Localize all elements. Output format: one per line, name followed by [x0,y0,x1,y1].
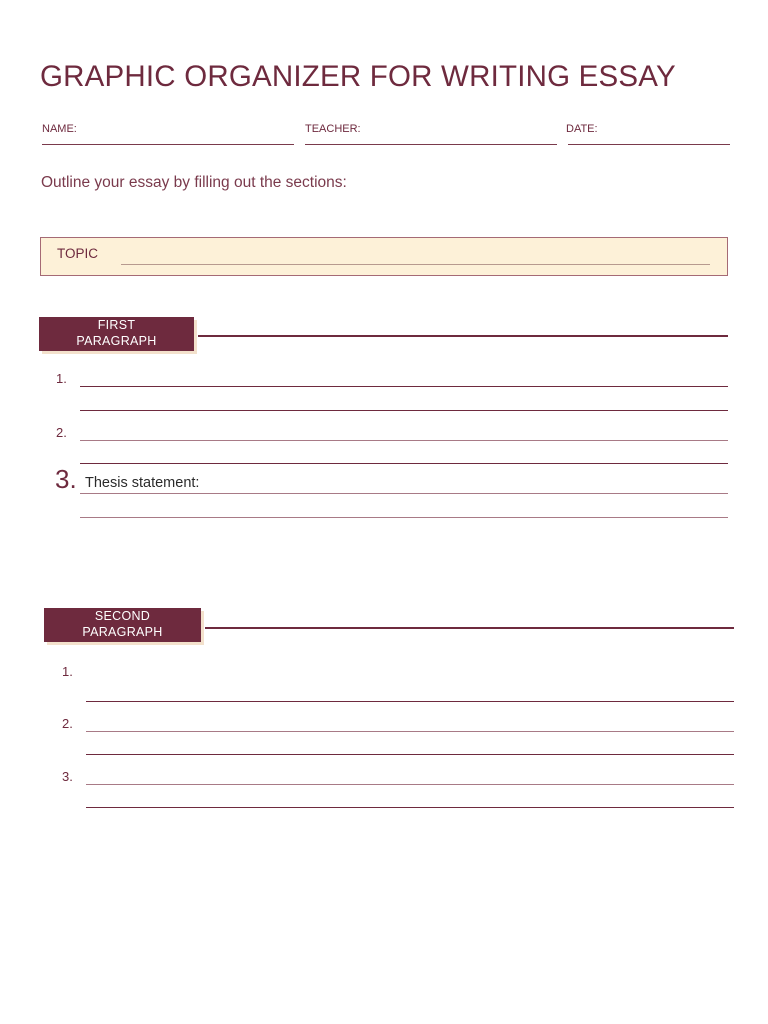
date-field[interactable] [568,144,730,145]
second-paragraph-tag-line1: SECOND [94,609,151,623]
second-item-1-line[interactable] [86,701,734,702]
first-item-2-number: 2. [56,425,67,440]
topic-box [40,237,728,276]
first-paragraph-tag [39,317,194,351]
teacher-field[interactable] [305,144,557,145]
first-paragraph-tag-line2: PARAGRAPH [76,334,157,348]
date-label: DATE: [566,123,598,135]
second-item-3-line-2[interactable] [86,807,734,808]
second-item-2-number: 2. [62,716,73,731]
first-item-3-number: 3. [55,464,77,494]
second-item-1-number: 1. [62,664,73,679]
thesis-statement-label: Thesis statement: [85,475,200,491]
instructions-text: Outline your essay by filling out the sections: [41,174,347,191]
name-label: NAME: [42,123,77,135]
name-field[interactable] [42,144,294,145]
first-paragraph-tag-line1: FIRST [97,318,136,332]
first-item-1-line-1[interactable] [80,386,728,387]
second-item-2-line-2[interactable] [86,754,734,755]
second-paragraph-tag [44,608,201,642]
second-item-3-line-1[interactable] [86,784,734,785]
topic-field[interactable] [121,264,710,265]
page-title: GRAPHIC ORGANIZER FOR WRITING ESSAY [40,60,676,93]
teacher-label: TEACHER: [305,123,361,135]
first-item-2-line-1[interactable] [80,440,728,441]
thesis-line-1[interactable] [80,493,728,494]
second-item-2-line-1[interactable] [86,731,734,732]
second-paragraph-tag-line2: PARAGRAPH [82,625,163,639]
thesis-line-2[interactable] [80,517,728,518]
first-item-1-line-2[interactable] [80,410,728,411]
topic-label: TOPIC [57,246,99,261]
first-item-2-line-2[interactable] [80,463,728,464]
first-paragraph-rule [198,335,728,337]
second-item-3-number: 3. [62,769,73,784]
first-item-1-number: 1. [56,371,67,386]
second-paragraph-rule [205,627,734,629]
